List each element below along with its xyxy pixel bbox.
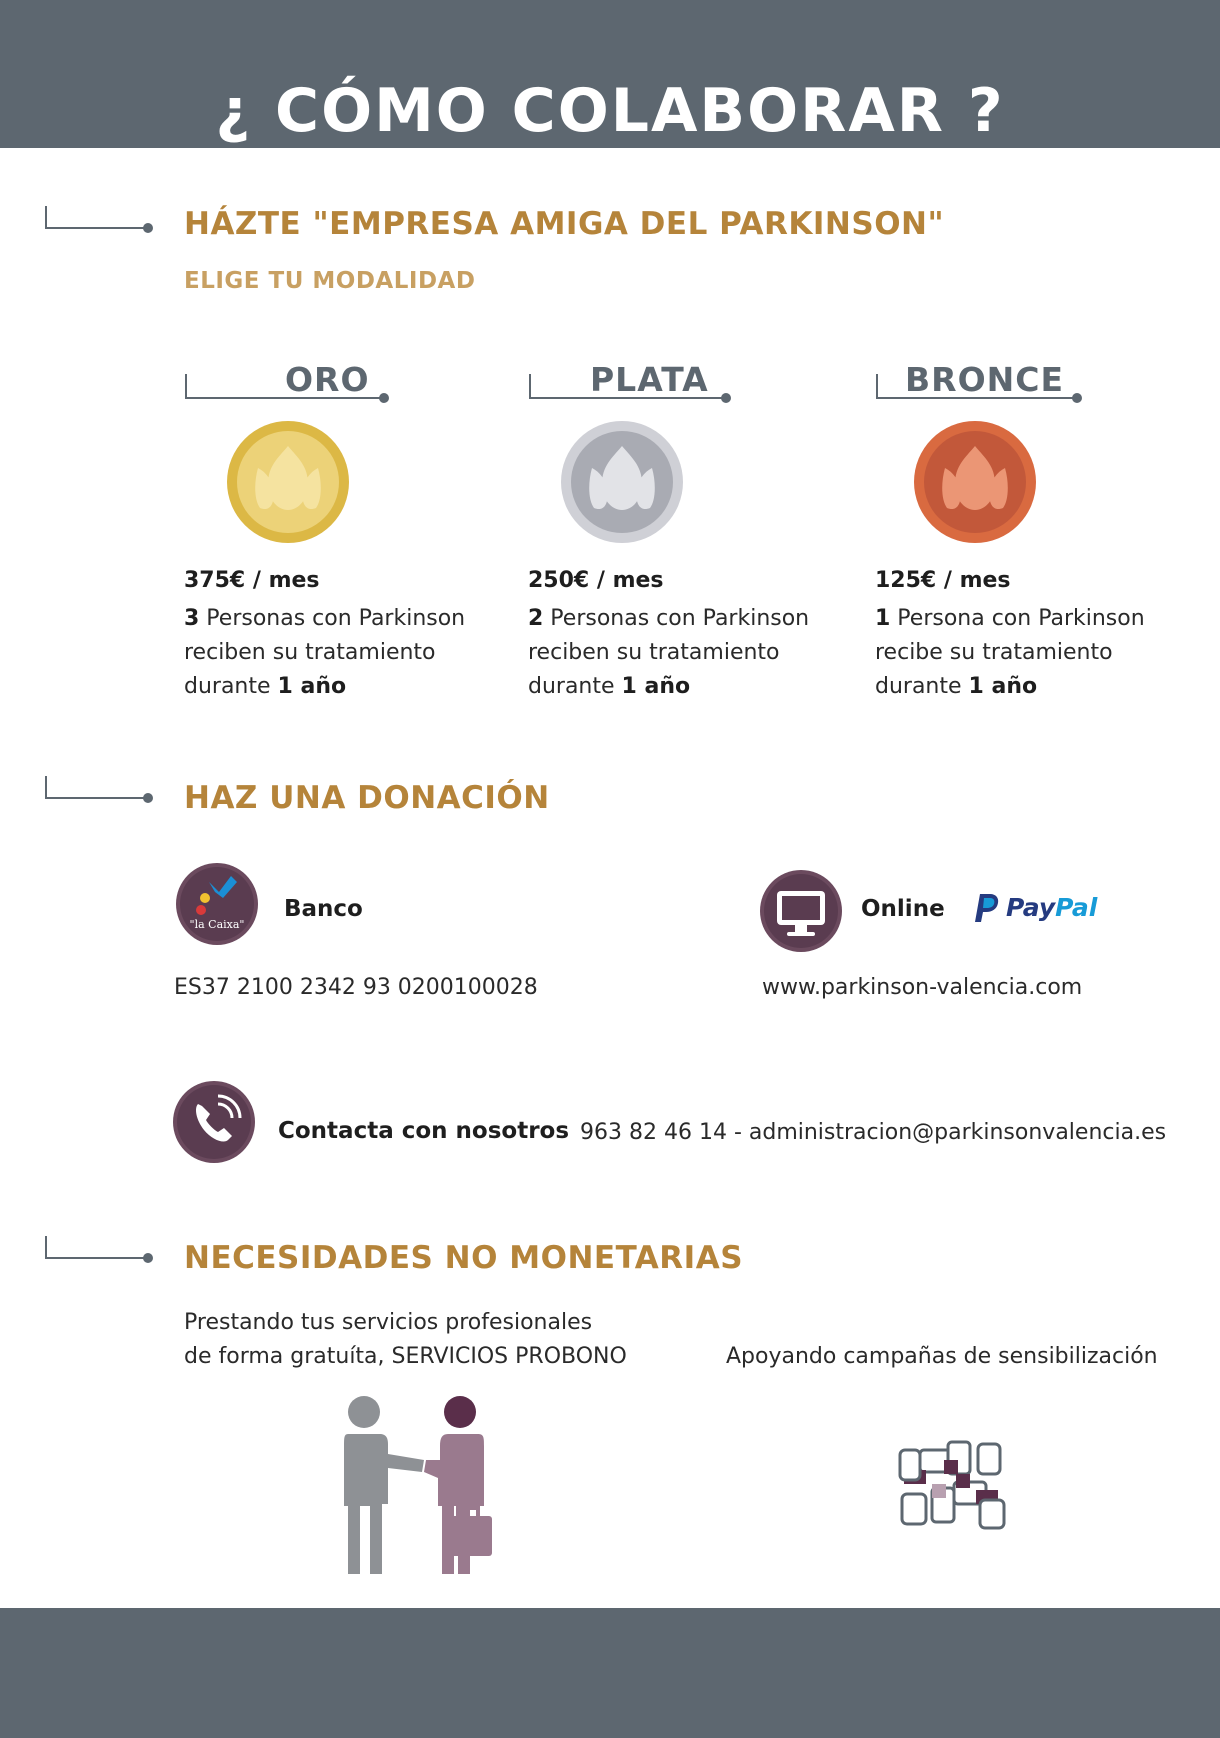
tier-duration: 1 año [621,674,691,699]
tier-count: 3 [184,606,200,631]
section-title-nonmonetary: NECESIDADES NO MONETARIAS [184,1240,744,1276]
paypal-logo[interactable] [1006,893,1097,922]
tier-desc-line3: durante [184,674,278,699]
awareness-text: Apoyando campañas de sensibilización [726,1344,1158,1369]
la-caixa-logo-text: "la Caixa" [189,918,245,931]
bronze-medal-icon [913,420,1037,544]
tier-description [528,602,809,704]
tier-desc-line2: reciben su tratamiento [184,640,436,665]
website-link[interactable]: www.parkinson-valencia.com [762,975,1083,1000]
header-bar [0,0,1220,148]
tier-name: PLATA [590,360,709,399]
tier-duration: 1 año [277,674,347,699]
tier-desc-line1: Persona con Parkinson [890,606,1145,631]
tier-desc-line1: Personas con Parkinson [543,606,810,631]
tier-count: 2 [528,606,544,631]
tier-duration: 1 año [968,674,1038,699]
tier-desc-line3: durante [528,674,622,699]
tier-desc-line3: durante [875,674,969,699]
paypal-pay-text: Pay [1006,893,1056,922]
tier-card-plata [528,360,858,699]
tier-name: ORO [285,360,370,399]
section-marker [44,206,156,236]
contact-details[interactable]: 963 82 46 14 - administracion@parkinsonvalencia.es [580,1120,1167,1145]
la-caixa-logo-icon [175,862,259,946]
tier-desc-line2: reciben su tratamiento [528,640,780,665]
bank-label: Banco [284,896,363,922]
section-marker [44,1236,156,1266]
page-title: ¿ CÓMO COLABORAR ? [215,76,1005,146]
tier-desc-line2: recibe su tratamiento [875,640,1113,665]
joined-hands-icon [892,1430,1012,1540]
section-title-donation: HAZ UNA DONACIÓN [184,780,550,816]
tier-price: 125€ / mes [875,568,1011,593]
paypal-icon [972,892,1000,924]
tier-card-bronce [875,360,1205,699]
tier-price: 250€ / mes [528,568,664,593]
silver-medal-icon [560,420,684,544]
tier-count: 1 [875,606,891,631]
footer-bar [0,1608,1220,1738]
bank-iban: ES37 2100 2342 93 0200100028 [174,975,538,1000]
tier-card-oro [184,360,514,699]
tier-description [184,602,465,704]
paypal-pal-text: Pal [1055,893,1098,922]
probono-text-line2: de forma gratuíta, SERVICIOS PROBONO [184,1344,627,1369]
section-title-company: HÁZTE "EMPRESA AMIGA DEL PARKINSON" [184,206,945,242]
probono-text-line1: Prestando tus servicios profesionales [184,1310,593,1335]
tier-price: 375€ / mes [184,568,320,593]
contact-label: Contacta con nosotros [278,1118,570,1144]
tier-desc-line1: Personas con Parkinson [199,606,466,631]
online-label: Online [861,896,945,922]
section-marker [44,776,156,806]
section-subtitle: ELIGE TU MODALIDAD [184,268,476,294]
monitor-icon [759,869,843,953]
phone-icon [172,1080,256,1164]
tier-name: BRONCE [905,360,1064,399]
tier-description [875,602,1145,704]
handshake-icon [330,1394,500,1580]
gold-medal-icon [226,420,350,544]
